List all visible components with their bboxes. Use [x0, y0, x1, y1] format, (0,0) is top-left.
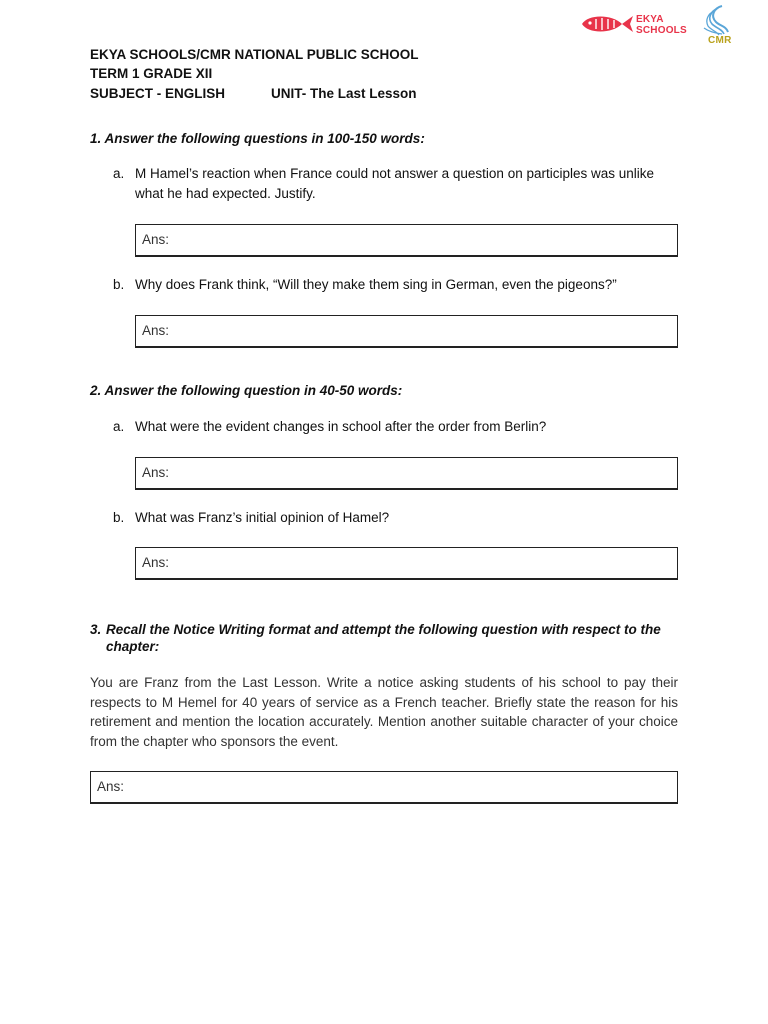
answer-label: Ans: — [142, 555, 170, 570]
school-name: EKYA SCHOOLS/CMR NATIONAL PUBLIC SCHOOL — [90, 47, 419, 62]
item-letter: a. — [113, 166, 125, 181]
question-3-paragraph: You are Franz from the Last Lesson. Write a notice asking students of his school to pay their respects to M Hemel for 40 years of service as a French teacher. Briefly state the reason for his retirement and mention the location accurately. Mention another suitable character of your choice from the chapter who sponsors the event. — [90, 675, 678, 750]
answer-label: Ans: — [142, 465, 170, 480]
item-letter: b. — [113, 277, 125, 292]
item-text: What were the evident changes in school after the order from Berlin? — [135, 419, 547, 434]
item-letter: b. — [113, 510, 125, 525]
item-text: Why does Frank think, “Will they make them sing in German, even the pigeons?” — [135, 277, 617, 292]
question-number: 3. — [90, 622, 102, 637]
item-text: M Hamel’s reaction when France could not answer a question on participles was unlike what he had expected. Justify. — [135, 166, 655, 201]
answer-box-3[interactable] — [90, 771, 678, 804]
cmr-swan-logo-icon — [696, 4, 732, 36]
unit-label: UNIT- The Last Lesson — [271, 86, 417, 101]
answer-label: Ans: — [142, 232, 170, 247]
item-letter: a. — [113, 419, 125, 434]
ekya-logo-text: EKYA SCHOOLS — [636, 14, 687, 36]
question-2-heading: 2. Answer the following question in 40-50 words: — [90, 383, 403, 398]
question-1-heading: 1. Answer the following questions in 100-150 words: — [90, 131, 425, 146]
item-text: What was Franz’s initial opinion of Hamel? — [135, 510, 390, 525]
school-logos — [578, 4, 748, 48]
ekya-fish-logo-icon — [578, 12, 634, 36]
answer-label: Ans: — [97, 779, 125, 794]
answer-box-1a[interactable] — [135, 224, 678, 257]
question-text: Recall the Notice Writing format and attempt the following question with respect to the chapter: — [106, 622, 661, 654]
answer-box-2a[interactable] — [135, 457, 678, 490]
answer-box-1b[interactable] — [135, 315, 678, 348]
answer-box-2b[interactable] — [135, 547, 678, 580]
subject-label: SUBJECT - ENGLISH — [90, 86, 226, 101]
answer-label: Ans: — [142, 323, 170, 338]
term-grade: TERM 1 GRADE XII — [90, 66, 213, 81]
cmr-logo-text: CMR — [708, 35, 732, 46]
